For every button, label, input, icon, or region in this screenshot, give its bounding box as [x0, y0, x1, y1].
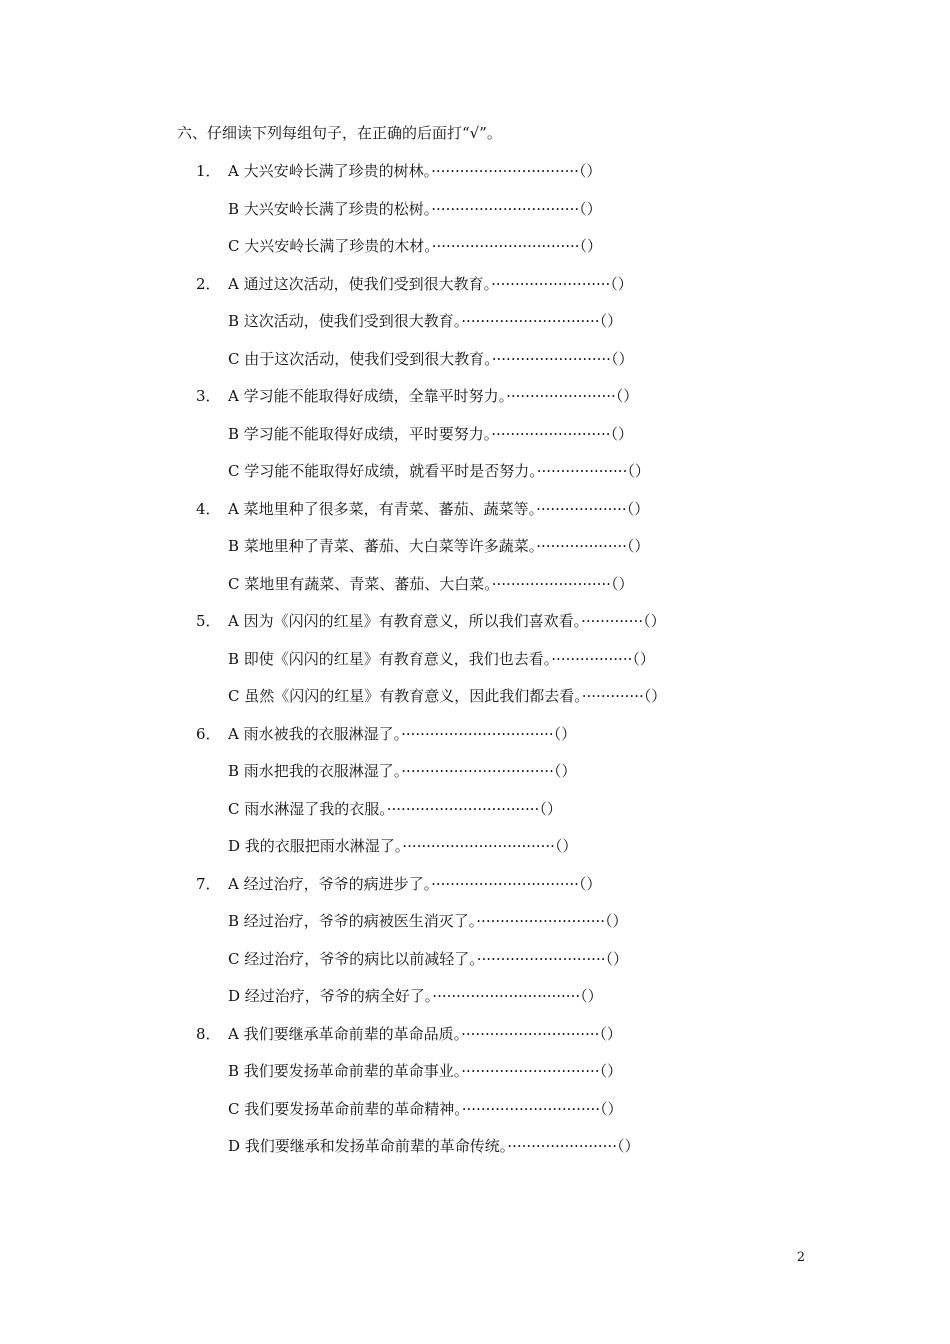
answer-option: A 经过治疗，爷爷的病进步了。·······························（）: [228, 875, 602, 893]
answer-option: D 我们要继承和发扬革命前辈的革命传统。·······················（）: [228, 1137, 640, 1155]
answer-option: A 菜地里种了很多菜，有青菜、蕃茄、蔬菜等。···················（）: [228, 500, 650, 518]
answer-option: C 由于这次活动，使我们受到很大教育。·························（）: [228, 350, 634, 368]
question-number: 7．: [196, 875, 221, 893]
answer-option: A 因为《闪闪的红星》有教育意义，所以我们喜欢看。·············（）: [228, 612, 666, 630]
answer-option: C 虽然《闪闪的红星》有教育意义，因此我们都去看。·············（）: [228, 687, 667, 705]
section-heading: 六、仔细读下列每组句子，在正确的后面打“√”。: [177, 124, 502, 142]
answer-option: B 学习能不能取得好成绩，平时要努力。·························（）: [228, 425, 633, 443]
answer-option: B 雨水把我的衣服淋湿了。································（）: [228, 762, 577, 780]
question-number: 6．: [196, 725, 221, 743]
question-number: 2．: [196, 275, 221, 293]
answer-option: B 这次活动，使我们受到很大教育。·····························（）: [228, 312, 623, 330]
question-number: 8．: [196, 1025, 221, 1043]
question-number: 1．: [196, 162, 221, 180]
answer-option: A 学习能不能取得好成绩，全靠平时努力。·······················（）: [228, 387, 639, 405]
page-number: 2: [796, 1250, 805, 1265]
answer-option: C 雨水淋湿了我的衣服。································（）: [228, 800, 562, 818]
question-number: 5．: [196, 612, 221, 630]
answer-option: C 我们要发扬革命前辈的革命精神。·····························（）: [228, 1100, 623, 1118]
answer-option: C 学习能不能取得好成绩，就看平时是否努力。···················（）: [228, 462, 650, 480]
answer-option: A 我们要继承革命前辈的革命品质。·····························（）: [228, 1025, 622, 1043]
answer-option: A 雨水被我的衣服淋湿了。································（）: [228, 725, 577, 743]
question-number: 4．: [196, 500, 221, 518]
answer-option: A 大兴安岭长满了珍贵的树林。·······························（）: [228, 162, 602, 180]
answer-option: D 经过治疗，爷爷的病全好了。·······························（）: [228, 987, 603, 1005]
answer-option: C 大兴安岭长满了珍贵的木材。·······························（）: [228, 237, 603, 255]
answer-option: B 大兴安岭长满了珍贵的松树。·······························（）: [228, 200, 602, 218]
answer-option: B 我们要发扬革命前辈的革命事业。·····························（）: [228, 1062, 623, 1080]
answer-option: B 菜地里种了青菜、蕃茄、大白菜等许多蔬菜。···················（）: [228, 537, 650, 555]
answer-option: B 即使《闪闪的红星》有教育意义，我们也去看。·················（）: [228, 650, 655, 668]
answer-option: B 经过治疗，爷爷的病被医生消灭了。···························（）: [228, 912, 628, 930]
answer-option: A 通过这次活动，使我们受到很大教育。·························（）: [228, 275, 633, 293]
question-number: 3．: [196, 387, 221, 405]
answer-option: C 经过治疗，爷爷的病比以前减轻了。···························（）: [228, 950, 628, 968]
answer-option: C 菜地里有蔬菜、青菜、蕃茄、大白菜。·························（）: [228, 575, 634, 593]
answer-option: D 我的衣服把雨水淋湿了。································（）: [228, 837, 578, 855]
